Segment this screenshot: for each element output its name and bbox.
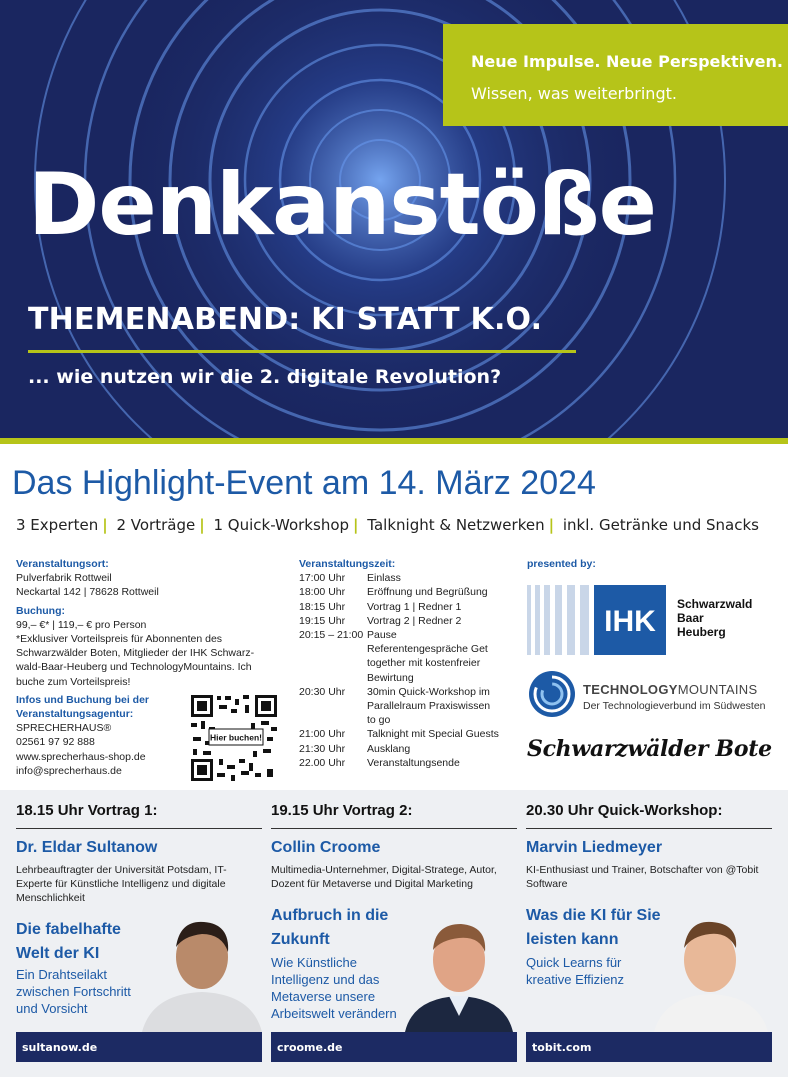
speaker-website-link[interactable]: sultanow.de (16, 1032, 262, 1062)
schedule-text: Einlass (367, 572, 401, 585)
schedule-time: 21:00 Uhr (299, 728, 346, 741)
talk-subtitle: Quick Learns für kreative Effizienz (526, 955, 625, 987)
schedule-text: Talknight mit Special Guests (367, 728, 499, 741)
slogan-box (443, 24, 788, 126)
talk-title: Aufbruch in die Zukunft (271, 907, 389, 948)
talk-subtitle: Ein Drahtseilakt zwischen Fortschritt und Vorsicht (16, 967, 131, 1016)
card-divider (271, 828, 517, 829)
talk-title: Die fabelhafte Welt der KI (16, 921, 121, 962)
price: 99,– €* | 119,– € pro Person (16, 618, 147, 631)
schedule-time: 18:00 Uhr (299, 586, 346, 599)
agency-email-link[interactable]: info@sprecherhaus.de (16, 764, 122, 777)
separator: | (102, 516, 108, 534)
tm-word-bold: TECHNOLOGY (583, 682, 678, 697)
feature-item: 1 Quick-Workshop (213, 516, 350, 534)
agency-web-link[interactable]: www.sprecherhaus-shop.de (16, 750, 146, 763)
speaker-slot-heading: 18.15 Uhr Vortrag 1: (16, 802, 158, 819)
schedule-time: 19:15 Uhr (299, 614, 346, 627)
feature-item: 2 Vorträge (116, 516, 196, 534)
schwarzwaelder-bote-logo[interactable]: Schwarzwälder Bote (527, 736, 772, 762)
schedule-time: 21:30 Uhr (299, 742, 346, 755)
booking-label: Buchung: (16, 604, 65, 617)
venue-label: Veranstaltungsort: (16, 558, 109, 570)
qr-label: Hier buchen! (210, 732, 262, 743)
agency-phone[interactable]: 02561 97 92 888 (16, 736, 95, 749)
speaker-bio: KI-Enthusiast und Trainer, Botschafter von @Tobit Software (526, 864, 759, 890)
feature-item: 3 Experten (16, 516, 99, 534)
tm-wordmark (583, 682, 757, 697)
speaker-bio: Multimedia-Unternehmer, Digital-Stratege, Autor, Dozent für Metaverse und Digital Marketing (271, 864, 497, 890)
tm-subline: Der Technologieverbund im Südwesten (583, 700, 766, 712)
title-divider (28, 350, 576, 353)
slogan-line-2: Wissen, was weiterbringt. (471, 84, 677, 103)
feature-list (16, 512, 759, 538)
card-divider (526, 828, 772, 829)
booking-qr-code[interactable] (189, 693, 279, 783)
technologymountains-logo[interactable] (527, 667, 777, 723)
schedule-column (299, 557, 514, 770)
slogan-line-1: Neue Impulse. Neue Perspektiven. (471, 52, 783, 71)
speaker-website-link[interactable]: croome.de (271, 1032, 517, 1062)
speaker-name: Dr. Eldar Sultanow (16, 839, 158, 856)
main-title: Denkanstöße (28, 155, 656, 255)
price-note: *Exklusiver Vorteilspreis für Abonnenten des Schwarzwälder Boten, Mitglieder der IHK Schwarz-wald-Baar-Heuberg und TechnologyMountains. Ich buche zum Vorteilspreis! (16, 633, 255, 688)
speaker-name: Marvin Liedmeyer (526, 839, 663, 856)
talk-title: Was die KI für Sie leisten kann (526, 907, 661, 948)
speaker-slot-heading: 19.15 Uhr Vortrag 2: (271, 802, 413, 819)
feature-item: Talknight & Netzwerken (367, 516, 545, 534)
speaker-card (271, 800, 517, 1062)
schedule-time: 20:15 – 21:00 (299, 629, 364, 642)
schedule-text: Veranstaltungsende (367, 756, 460, 769)
hero-banner (0, 0, 788, 438)
ihk-name-line: Baar (677, 611, 704, 625)
separator: | (199, 516, 205, 534)
schedule-label: Veranstaltungszeit: (299, 558, 396, 570)
sponsors-column (527, 557, 777, 571)
feature-item: inkl. Getränke und Snacks (562, 516, 759, 534)
speaker-photo (132, 912, 262, 1032)
event-headline: Das Highlight-Event am 14. März 2024 (12, 464, 596, 502)
ihk-name (677, 597, 752, 639)
tm-swirl-icon (527, 669, 577, 719)
schedule-time: 20:30 Uhr (299, 685, 346, 698)
schedule-text: Vortrag 1 | Redner 1 (367, 600, 462, 613)
venue-name: Pulverfabrik Rottweil (16, 572, 112, 585)
event-subtitle: THEMENABEND: KI STATT K.O. (28, 302, 543, 337)
ihk-mark: IHK (604, 605, 656, 638)
event-tagline: ... wie nutzen wir die 2. digitale Revolution? (28, 366, 502, 388)
speaker-name: Collin Croome (271, 839, 381, 856)
presented-by-label: presented by: (527, 558, 596, 570)
schedule-text: 30min Quick-Workshop im Parallelraum Praxiswissen to go (367, 685, 491, 727)
talk-subtitle: Wie Künstliche Intelligenz und das Metaverse unsere Arbeitswelt verändern (271, 955, 397, 1021)
schedule-time: 17:00 Uhr (299, 572, 346, 585)
ihk-name-line: Heuberg (677, 625, 726, 639)
schedule-text: Pause Referentengespräche Get together mit kostenfreier Bewirtung (367, 629, 488, 684)
schedule-text: Vortrag 2 | Redner 2 (367, 614, 462, 627)
card-divider (16, 828, 262, 829)
separator: | (548, 516, 555, 534)
separator: | (353, 516, 359, 534)
schedule-time: 18:15 Uhr (299, 600, 346, 613)
agency-name: SPRECHERHAUS® (16, 722, 112, 735)
speaker-card (16, 800, 262, 1062)
schedule-text: Eröffnung und Begrüßung (367, 586, 488, 599)
speaker-card (526, 800, 772, 1062)
agency-label: Infos und Buchung bei der Veranstaltungsagentur: (16, 693, 149, 721)
speaker-bio: Lehrbeauftragter der Universität Potsdam, IT-Experte für Künstliche Intelligenz und digitale Menschlichkeit (16, 864, 227, 904)
hero-bottom-bar (0, 438, 788, 444)
schedule-list (299, 571, 514, 770)
venue-address: Neckartal 142 | 78628 Rottweil (16, 586, 159, 599)
tm-word-light: MOUNTAINS (677, 682, 758, 697)
schedule-text: Ausklang (367, 742, 411, 755)
speaker-slot-heading: 20.30 Uhr Quick-Workshop: (526, 802, 723, 819)
schedule-time: 22.00 Uhr (299, 756, 346, 769)
speaker-photo (387, 912, 517, 1032)
ihk-logo[interactable] (527, 585, 777, 655)
speaker-website-link[interactable]: tobit.com (526, 1032, 772, 1062)
ihk-name-line: Schwarzwald (677, 597, 753, 611)
